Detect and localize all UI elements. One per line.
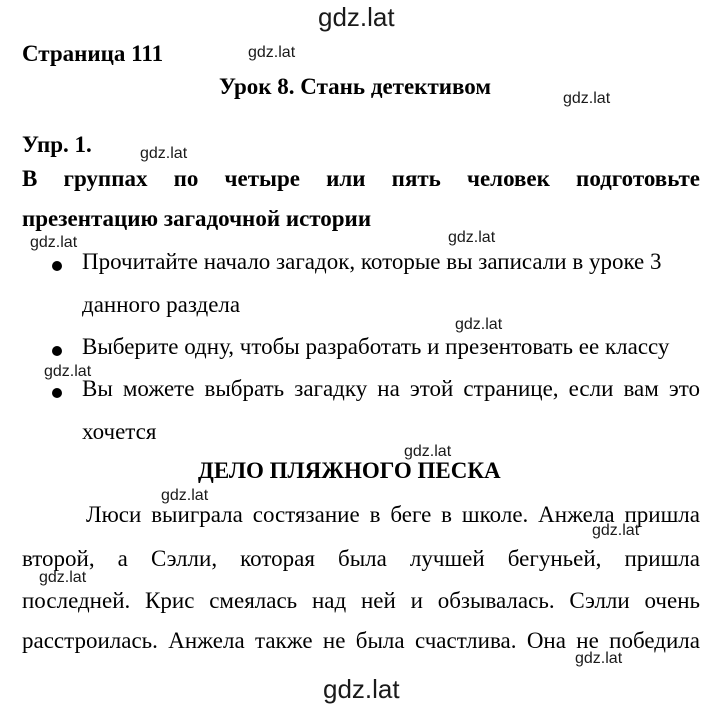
story-line: расстроилась. Анжела также не была счастлива. Она не победила xyxy=(22,628,700,653)
bullet-icon xyxy=(52,388,62,398)
story-line: второй, а Сэлли, которая была лучшей бегуньей, пришла xyxy=(22,546,700,571)
story-line: последней. Крис смеялась над ней и обзывалась. Сэлли очень xyxy=(22,588,700,613)
watermark: gdz.lat xyxy=(248,44,296,61)
watermark: gdz.lat xyxy=(455,316,503,333)
list-item: данного раздела xyxy=(82,292,241,317)
bullet-icon xyxy=(52,261,62,271)
story-title: ДЕЛО ПЛЯЖНОГО ПЕСКА xyxy=(198,458,501,483)
watermark: gdz.lat xyxy=(39,569,87,586)
page-label: Страница 111 xyxy=(22,41,164,66)
story-line: Люси выиграла состязание в беге в школе. Анжела пришла xyxy=(86,502,700,527)
exercise-task-line: В группах по четыре или пять человек подготовьте xyxy=(22,166,700,191)
watermark: gdz.lat xyxy=(592,522,640,539)
watermark: gdz.lat xyxy=(161,487,209,504)
exercise-task-line: презентацию загадочной истории xyxy=(22,206,372,231)
watermark: gdz.lat xyxy=(30,234,78,251)
bullet-icon xyxy=(52,346,62,356)
watermark: gdz.lat xyxy=(404,443,452,460)
list-item: Вы можете выбрать загадку на этой странице, если вам это xyxy=(82,376,700,401)
watermark: gdz.lat xyxy=(44,363,92,380)
watermark: gdz.lat xyxy=(323,674,400,704)
watermark: gdz.lat xyxy=(448,229,496,246)
watermark: gdz.lat xyxy=(575,650,623,667)
watermark: gdz.lat xyxy=(563,90,611,107)
list-item: хочется xyxy=(82,419,157,444)
lesson-title: Урок 8. Стань детективом xyxy=(219,74,491,99)
watermark: gdz.lat xyxy=(318,2,395,32)
exercise-label: Упр. 1. xyxy=(22,132,92,157)
list-item: Выберите одну, чтобы разработать и презентовать ее классу xyxy=(82,334,670,359)
watermark: gdz.lat xyxy=(140,145,188,162)
list-item: Прочитайте начало загадок, которые вы записали в уроке 3 xyxy=(82,249,662,274)
